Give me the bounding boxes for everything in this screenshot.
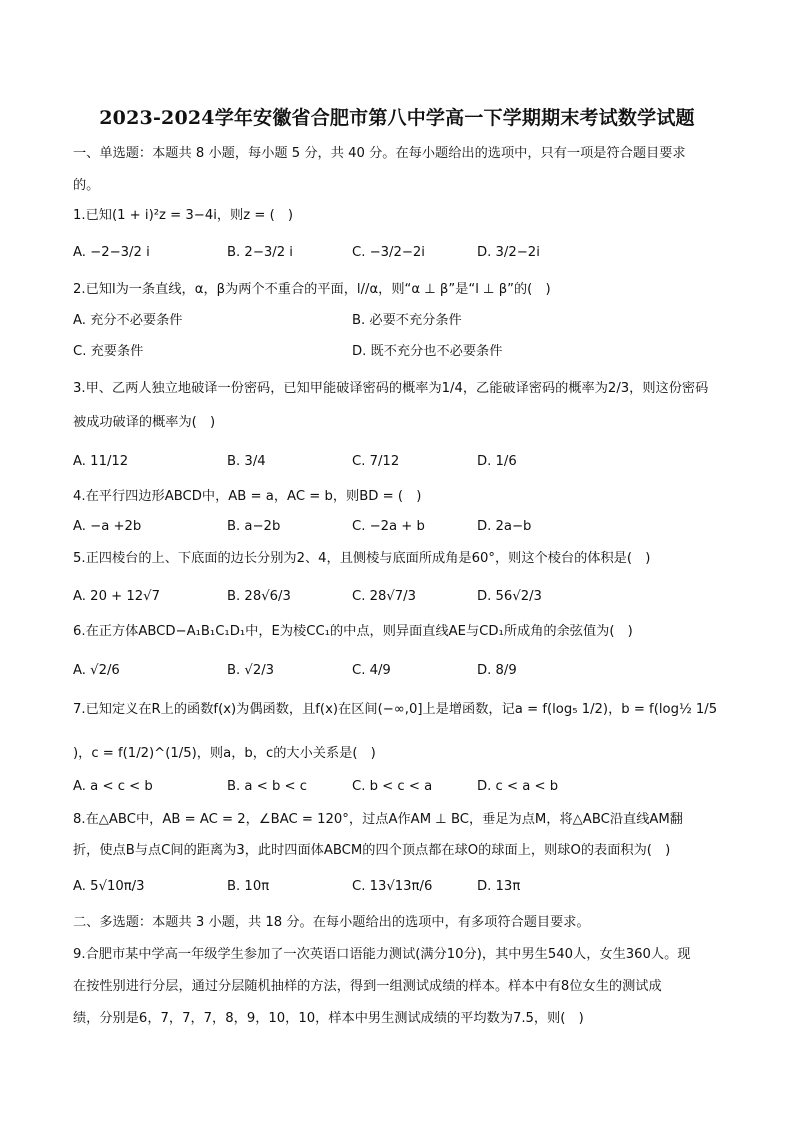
q9-stem-line3: 绩，分别是6，7，7，7，8，9，10，10，样本中男生测试成绩的平均数为7.5，则( ) [73, 1011, 584, 1026]
q7-option-d: D. c < a < b [477, 779, 559, 794]
q1-option-c: C. −3/2−2i [352, 245, 425, 260]
q8-option-d: D. 13π [477, 879, 521, 894]
q4-option-c: C. −2a + b [352, 519, 425, 534]
q7-stem-line1: 7.已知定义在R上的函数f(x)为偶函数，且f(x)在区间(−∞,0]上是增函数，记a = f(log₅ 1/2)，b = f(log½ 1/5 [73, 702, 718, 717]
q6-option-b: B. √2/3 [227, 663, 275, 678]
q7-option-a: A. a < c < b [73, 779, 153, 794]
q8-option-b: B. 10π [227, 879, 270, 894]
q4-option-b: B. a−2b [227, 519, 281, 534]
q2-option-d: D. 既不充分也不必要条件 [352, 344, 503, 359]
q2-option-c: C. 充要条件 [73, 344, 144, 359]
q4-stem: 4.在平行四边形ABCD中，AB = a，AC = b，则BD = ( ) [73, 489, 422, 504]
q4-option-a: A. −a +2b [73, 519, 142, 534]
q8-option-a: A. 5√10π/3 [73, 879, 145, 894]
q1-option-b: B. 2−3/2 i [227, 245, 293, 260]
q8-stem-line1: 8.在△ABC中，AB = AC = 2，∠BAC = 120°，过点A作AM ⊥ BC，垂足为点M，将△ABC沿直线AM翻 [73, 812, 683, 827]
q7-option-c: C. b < c < a [352, 779, 433, 794]
q5-stem: 5.正四棱台的上、下底面的边长分别为2、4，且侧棱与底面所成角是60°，则这个棱台的体积是( ) [73, 551, 651, 566]
q3-option-a: A. 11/12 [73, 454, 129, 469]
q8-stem-line2: 折，使点B与点C间的距离为3，此时四面体ABCM的四个顶点都在球O的球面上，则球O的表面积为( ) [73, 843, 671, 858]
q1-stem: 1.已知(1 + i)²z = 3−4i，则z = ( ) [73, 208, 294, 223]
q7-stem-line2: )，c = f(1/2)^(1/5)，则a，b，c的大小关系是( ) [73, 746, 376, 761]
q4-option-d: D. 2a−b [477, 519, 532, 534]
q2-option-a: A. 充分不必要条件 [73, 313, 183, 328]
q1-option-a: A. −2−3/2 i [73, 245, 150, 260]
page-title: 2023-2024学年安徽省合肥市第八中学高一下学期期末考试数学试题 [99, 107, 695, 129]
q5-option-a: A. 20 + 12√7 [73, 589, 160, 604]
q3-stem-line1: 3.甲、乙两人独立地破译一份密码，已知甲能破译密码的概率为1/4，乙能破译密码的概率为2/3，则这份密码 [73, 381, 709, 396]
q3-option-b: B. 3/4 [227, 454, 266, 469]
q6-option-d: D. 8/9 [477, 663, 517, 678]
q2-stem: 2.已知l为一条直线，α，β为两个不重合的平面，l//α，则“α ⊥ β”是“l ⊥ β”的( ) [73, 282, 551, 297]
section2-header: 二、多选题：本题共 3 小题，共 18 分。在每小题给出的选项中，有多项符合题目要求。 [73, 915, 590, 930]
q6-option-c: C. 4/9 [352, 663, 391, 678]
q3-option-d: D. 1/6 [477, 454, 517, 469]
q7-option-b: B. a < b < c [227, 779, 308, 794]
q2-option-b: B. 必要不充分条件 [352, 313, 462, 328]
q9-stem-line2: 在按性别进行分层，通过分层随机抽样的方法，得到一组测试成绩的样本。样本中有8位女生的测试成 [73, 979, 662, 994]
q1-option-d: D. 3/2−2i [477, 245, 540, 260]
q6-option-a: A. √2/6 [73, 663, 120, 678]
q5-option-b: B. 28√6/3 [227, 589, 291, 604]
section1-header-line2: 的。 [73, 178, 100, 193]
q6-stem: 6.在正方体ABCD−A₁B₁C₁D₁中，E为棱CC₁的中点，则异面直线AE与CD₁所成角的余弦值为( ) [73, 624, 633, 639]
q9-stem-line1: 9.合肥市某中学高一年级学生参加了一次英语口语能力测试(满分10分)，其中男生540人，女生360人。现 [73, 947, 691, 962]
q8-option-c: C. 13√13π/6 [352, 879, 433, 894]
q5-option-d: D. 56√2/3 [477, 589, 542, 604]
q3-option-c: C. 7/12 [352, 454, 400, 469]
q3-stem-line2: 被成功破译的概率为( ) [73, 415, 216, 430]
section1-header-line1: 一、单选题：本题共 8 小题，每小题 5 分，共 40 分。在每小题给出的选项中，只有一项是符合题目要求 [73, 146, 686, 161]
q5-option-c: C. 28√7/3 [352, 589, 416, 604]
